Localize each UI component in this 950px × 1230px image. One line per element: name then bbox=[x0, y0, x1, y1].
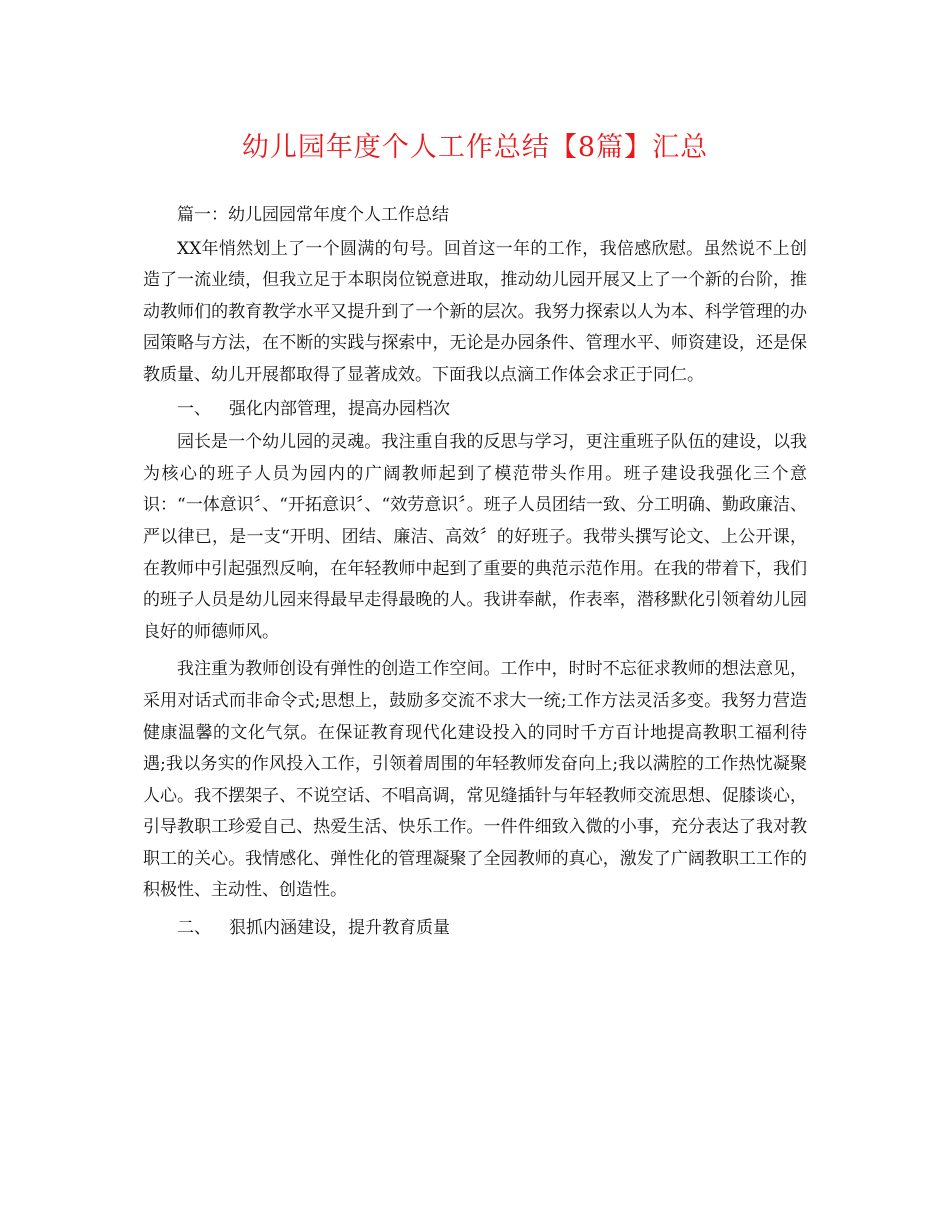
subheading-two bbox=[143, 913, 807, 945]
paragraph-3: 我注重为教师创设有弹性的创造工作空间。工作中，时时不忘征求教师的想法意见，采用对话式而非命令式;思想上，鼓励多交流不求大一统;工作方法灵活多变。我努力营造健康温馨的文化气氛。在保证教育现代化建设投入的同时千方百计地提高教职工福利待遇;我以务实的作风投入工作，引领着周围的年轻教师发奋向上;我以满腔的工作热忱凝聚人心。我不摆架子、不说空话、不唱高调，常见缝插针与年轻教师交流思想、促膝谈心，引导教职工珍爱自己、热爱生活、快乐工作。一件件细致入微的小事，充分表达了我对教职工的关心。我情感化、弹性化的管理凝聚了全园教师的真心，激发了广阔教职工工作的积极性、主动性、创造性。 bbox=[143, 659, 807, 901]
section-heading: 篇一：幼儿园园常年度个人工作总结 bbox=[177, 205, 449, 225]
subheading-two-text: 狠抓内涵建设，提升教育质量 bbox=[229, 918, 450, 939]
subheading-one bbox=[143, 394, 807, 426]
subheading-one-text: 强化内部管理，提高办园档次 bbox=[229, 398, 450, 419]
subheading-one-number: 一、 bbox=[177, 398, 211, 419]
paragraph-2: 园长是一个幼儿园的灵魂。我注重自我的反思与学习，更注重班子队伍的建设，以我为核心的班子人员为园内的广阔教师起到了模范带头作用。班子建设我强化三个意识：“一体意识〞、“开拓意识〞、“效劳意识〞。班子人员团结一致、分工明确、勤政廉洁、严以律已，是一支“开明、团结、廉洁、高效〞的好班子。我带头撰写论文、上公开课，在教师中引起强烈反响，在年轻教师中起到了重要的典范示范作用。在我的带着下，我们的班子人员是幼儿园来得最早走得最晚的人。我讲奉献，作表率，潜移默化引领着幼儿园良好的师德师风。 bbox=[143, 432, 807, 642]
document-title: 幼儿园年度个人工作总结【8篇】汇总 bbox=[241, 132, 709, 163]
document-body bbox=[143, 200, 807, 945]
paragraph-1: XX年悄然划上了一个圆满的句号。回首这一年的工作，我倍感欣慰。虽然说不上创造了一流业绩，但我立足于本职岗位锐意进取，推动幼儿园开展又上了一个新的台阶，推动教师们的教育教学水平又提升到了一个新的层次。我努力探索以人为本、科学管理的办园策略与方法，在不断的实践与探索中，无论是办园条件、管理水平、师资建设，还是保教质量、幼儿开展都取得了显著成效。下面我以点滴工作体会求正于同仁。 bbox=[143, 238, 807, 385]
subheading-two-number: 二、 bbox=[177, 918, 211, 939]
